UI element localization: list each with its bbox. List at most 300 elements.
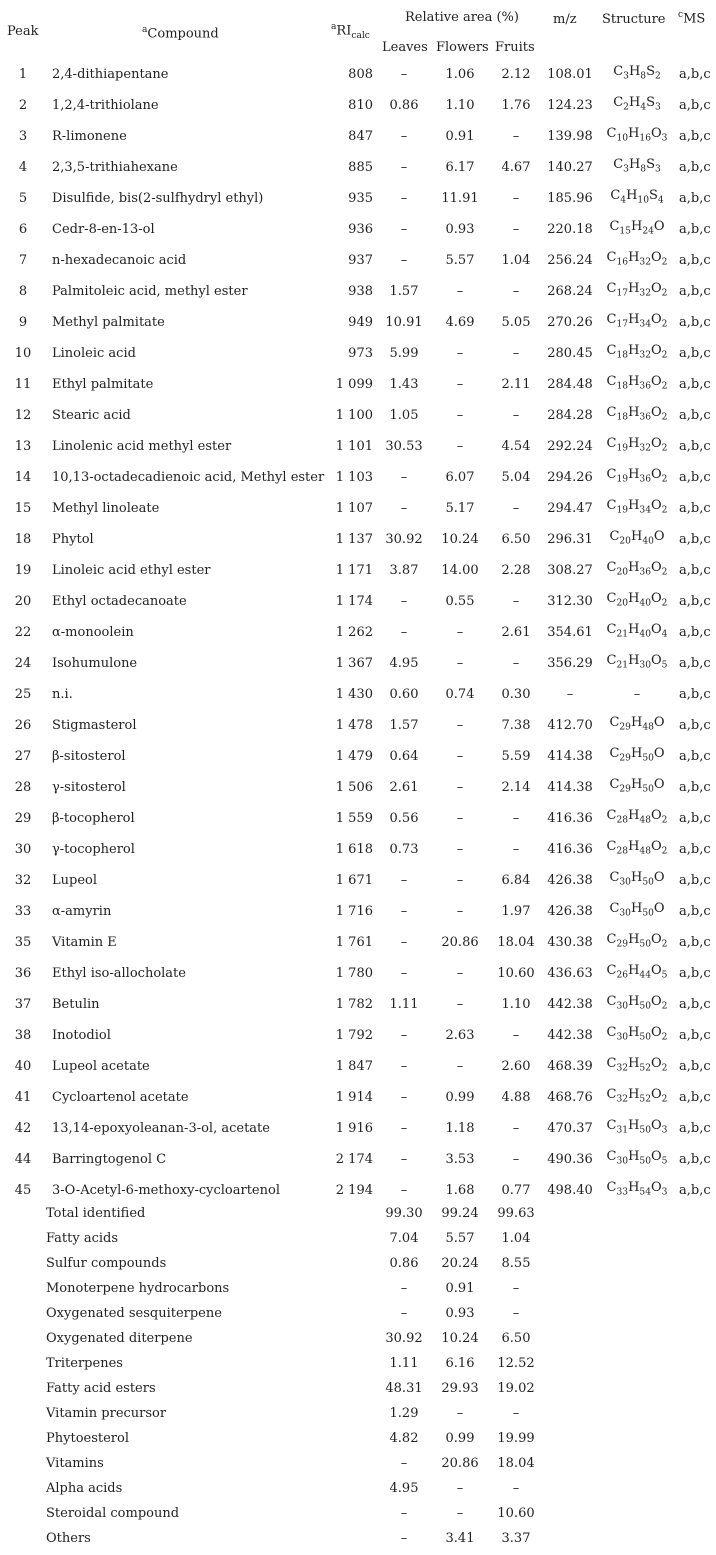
ri-cell: 949 <box>348 314 373 330</box>
ri-cell: 936 <box>348 221 373 237</box>
element-count: 54 <box>639 1187 651 1198</box>
element-count: 32 <box>616 1094 629 1105</box>
element-count: 3 <box>661 1125 668 1136</box>
peak-cell: 20 <box>14 593 32 609</box>
summary-row <box>0 1251 716 1276</box>
structure-cell <box>599 1082 675 1113</box>
element-count: 52 <box>639 1094 651 1105</box>
header-ms <box>678 10 705 26</box>
ri-cell: 1 101 <box>335 438 373 454</box>
table-row <box>0 369 716 400</box>
structure-cell <box>599 431 675 462</box>
structure-cell <box>599 152 675 183</box>
ms-cell: a,b,c <box>679 717 711 733</box>
structure-cell <box>599 927 675 958</box>
structure-cell <box>599 462 675 493</box>
mz-cell: 498.40 <box>547 1182 593 1198</box>
ri-cell: 1 430 <box>335 686 373 702</box>
element-symbol: H <box>628 1025 640 1041</box>
table-row <box>0 834 716 865</box>
ms-cell: a,b,c <box>679 190 711 206</box>
structure-cell <box>599 524 675 555</box>
element-count: 30 <box>619 877 631 888</box>
element-count: 48 <box>639 846 651 857</box>
ri-cell: 1 671 <box>335 872 373 888</box>
structure-cell <box>599 90 675 121</box>
summary-spacer <box>541 1476 716 1501</box>
structure-cell <box>599 772 675 803</box>
ri-cell: 1 847 <box>335 1058 373 1074</box>
compound-cell: 3-O-Acetyl-6-methoxy-cycloartenol <box>52 1182 280 1198</box>
element-symbol: H <box>628 126 640 142</box>
leaves-cell: 2.61 <box>389 779 419 795</box>
element-count: 48 <box>639 815 651 826</box>
element-symbol: C <box>606 436 617 452</box>
mz-cell: 124.23 <box>547 97 593 113</box>
element-symbol: O <box>650 1180 662 1196</box>
element-symbol: O <box>650 467 662 483</box>
element-symbol: O <box>650 498 662 514</box>
mz-cell: 139.98 <box>547 128 593 144</box>
summary-flowers: 3.41 <box>445 1531 475 1546</box>
mz-cell: 256.24 <box>547 252 593 268</box>
leaves-cell: 1.11 <box>389 996 419 1012</box>
element-symbol: H <box>630 715 643 731</box>
mz-cell: 312.30 <box>547 593 593 609</box>
element-symbol: S <box>648 188 658 204</box>
structure-cell <box>599 617 675 648</box>
ri-cell: 1 782 <box>335 996 373 1012</box>
leaves-cell: – <box>400 1120 408 1136</box>
peak-cell: 14 <box>14 469 32 485</box>
structure-cell <box>599 803 675 834</box>
ms-cell: a,b,c <box>679 1058 711 1074</box>
structure-cell <box>599 400 675 431</box>
table-row <box>0 59 716 90</box>
structure-cell <box>599 338 675 369</box>
element-symbol: H <box>630 777 643 793</box>
ms-cell: a,b,c <box>679 407 711 423</box>
element-symbol: H <box>630 870 643 886</box>
ms-cell: a,b,c <box>679 1027 711 1043</box>
summary-flowers: 5.57 <box>445 1231 475 1246</box>
summary-fruits: 12.52 <box>497 1356 535 1371</box>
compound-cell: 1,2,4-trithiolane <box>52 97 159 113</box>
element-symbol: O <box>650 126 662 142</box>
ms-cell: a,b,c <box>679 1089 711 1105</box>
ri-cell: 2 194 <box>335 1182 373 1198</box>
peak-cell: 44 <box>14 1151 32 1167</box>
element-symbol: C <box>609 715 620 731</box>
ms-cell: a,b,c <box>679 872 711 888</box>
element-count: 29 <box>619 722 631 733</box>
table-row <box>0 1020 716 1051</box>
fruits-cell: – <box>512 1120 520 1136</box>
element-symbol: H <box>628 1180 640 1196</box>
summary-fruits: 3.37 <box>501 1531 531 1546</box>
element-symbol: C <box>606 994 617 1010</box>
header-flowers: Flowers <box>436 40 489 55</box>
element-symbol: O <box>650 932 662 948</box>
summary-fruits: 19.02 <box>497 1381 535 1396</box>
mz-cell: 426.38 <box>547 903 593 919</box>
element-count: 52 <box>639 1063 651 1074</box>
element-symbol: H <box>628 405 640 421</box>
summary-flowers: 20.24 <box>441 1256 479 1271</box>
structure-cell <box>599 710 675 741</box>
table-row <box>0 524 716 555</box>
summary-flowers: – <box>456 1506 464 1521</box>
element-count: 2 <box>661 474 668 485</box>
element-count: 18 <box>616 412 629 423</box>
summary-fruits: – <box>512 1306 520 1321</box>
table-row <box>0 462 716 493</box>
element-count: 17 <box>616 288 629 299</box>
element-count: 2 <box>661 505 668 516</box>
table-row <box>0 586 716 617</box>
element-symbol: H <box>628 839 640 855</box>
summary-leaves: – <box>400 1281 408 1296</box>
element-count: 19 <box>616 474 629 485</box>
element-count: 30 <box>616 1156 629 1167</box>
ri-cell: 885 <box>348 159 373 175</box>
summary-spacer <box>541 1251 716 1276</box>
ms-cell: a,b,c <box>679 159 711 175</box>
summary-row <box>0 1401 716 1426</box>
element-count: 2 <box>661 350 668 361</box>
peak-cell: 8 <box>18 283 28 299</box>
peak-cell: 19 <box>14 562 32 578</box>
compound-cell: Cedr-8-en-13-ol <box>52 221 155 237</box>
element-count: 50 <box>642 784 654 795</box>
ms-cell: a,b,c <box>679 128 711 144</box>
table-row <box>0 400 716 431</box>
summary-fruits: 1.04 <box>501 1231 531 1246</box>
element-count: 2 <box>661 1094 668 1105</box>
element-symbol: H <box>630 219 643 235</box>
table-row <box>0 245 716 276</box>
summary-fruits: 18.04 <box>497 1456 535 1471</box>
element-symbol: C <box>606 126 617 142</box>
element-symbol: H <box>628 963 640 979</box>
structure-cell <box>599 648 675 679</box>
fruits-cell: 1.04 <box>501 252 531 268</box>
header-compound-sup: a <box>142 25 148 35</box>
compound-cell: 10,13-octadecadienoic acid, Methyl ester <box>52 469 325 485</box>
element-count: 44 <box>639 970 651 981</box>
summary-row <box>0 1376 716 1401</box>
element-symbol: S <box>646 64 655 80</box>
element-count: 10 <box>637 195 649 206</box>
ms-cell: a,b,c <box>679 779 711 795</box>
ri-cell: 1 103 <box>335 469 373 485</box>
ms-cell: a,b,c <box>679 314 711 330</box>
element-count: 8 <box>640 71 647 82</box>
ms-cell: a,b,c <box>679 903 711 919</box>
flowers-cell: – <box>456 1058 464 1074</box>
summary-spacer <box>541 1501 716 1526</box>
element-symbol: C <box>613 95 624 111</box>
element-symbol: O <box>650 436 662 452</box>
peak-cell: 11 <box>14 376 32 392</box>
element-count: 31 <box>616 1125 629 1136</box>
flowers-cell: 0.99 <box>445 1089 475 1105</box>
summary-spacer <box>541 1226 716 1251</box>
element-symbol: C <box>606 312 617 328</box>
mz-cell: 442.38 <box>547 1027 593 1043</box>
fruits-cell: 10.60 <box>497 965 535 981</box>
element-symbol: O <box>650 560 662 576</box>
element-count: 8 <box>640 164 647 175</box>
flowers-cell: – <box>456 345 464 361</box>
element-count: 40 <box>642 536 654 547</box>
fruits-cell: 4.54 <box>501 438 531 454</box>
compound-cell: n-hexadecanoic acid <box>52 252 187 268</box>
fruits-cell: – <box>512 810 520 826</box>
element-symbol: H <box>628 312 640 328</box>
peak-cell: 27 <box>14 748 32 764</box>
peak-cell: 22 <box>14 624 32 640</box>
ri-cell: 1 171 <box>335 562 373 578</box>
element-symbol: C <box>606 498 617 514</box>
compound-cell: Cycloartenol acetate <box>52 1089 189 1105</box>
flowers-cell: 0.55 <box>445 593 475 609</box>
mz-cell: 490.36 <box>547 1151 593 1167</box>
table-row <box>0 679 716 710</box>
peak-cell: 2 <box>18 97 28 113</box>
ri-cell: 1 099 <box>335 376 373 392</box>
element-symbol: H <box>626 188 638 204</box>
table-row <box>0 617 716 648</box>
summary-leaves: 7.04 <box>389 1231 419 1246</box>
leaves-cell: – <box>400 593 408 609</box>
mz-cell: 468.39 <box>547 1058 593 1074</box>
element-symbol: C <box>609 746 620 762</box>
ms-cell: a,b,c <box>679 1120 711 1136</box>
element-count: 2 <box>661 939 668 950</box>
leaves-cell: – <box>400 252 408 268</box>
ri-cell: 808 <box>348 66 373 82</box>
element-symbol: O <box>653 870 665 886</box>
ri-cell: 1 478 <box>335 717 373 733</box>
mz-cell: 140.27 <box>547 159 593 175</box>
summary-fruits: 10.60 <box>497 1506 535 1521</box>
element-symbol: O <box>650 405 662 421</box>
element-count: 34 <box>639 505 651 516</box>
summary-label: Sulfur compounds <box>46 1256 167 1271</box>
summary-row <box>0 1426 716 1451</box>
element-count: 50 <box>642 877 654 888</box>
ri-cell: 1 479 <box>335 748 373 764</box>
flowers-cell: – <box>456 407 464 423</box>
ri-cell: 1 559 <box>335 810 373 826</box>
element-count: 48 <box>642 722 654 733</box>
mz-cell: – <box>566 686 574 702</box>
mz-cell: 308.27 <box>547 562 593 578</box>
element-symbol: O <box>650 343 662 359</box>
compound-table <box>0 59 716 1206</box>
ms-cell: a,b,c <box>679 376 711 392</box>
flowers-cell: 6.17 <box>445 159 475 175</box>
summary-leaves: 1.11 <box>389 1356 419 1371</box>
ms-cell: a,b,c <box>679 934 711 950</box>
summary-row <box>0 1226 716 1251</box>
leaves-cell: 0.60 <box>389 686 419 702</box>
element-count: 2 <box>661 381 668 392</box>
fruits-cell: 4.67 <box>501 159 531 175</box>
leaves-cell: 10.91 <box>385 314 423 330</box>
summary-fruits: 8.55 <box>501 1256 531 1271</box>
structure-cell <box>599 1113 675 1144</box>
structure-cell <box>599 369 675 400</box>
structure-cell <box>599 679 675 710</box>
compound-cell: β-tocopherol <box>52 810 135 826</box>
header-ri-label: RI <box>336 23 352 39</box>
fruits-cell: 2.14 <box>501 779 531 795</box>
element-symbol: O <box>650 281 662 297</box>
summary-label: Alpha acids <box>46 1481 123 1496</box>
element-count: 34 <box>639 319 651 330</box>
element-symbol: O <box>650 622 662 638</box>
mz-cell: 268.24 <box>547 283 593 299</box>
element-symbol: H <box>628 591 640 607</box>
leaves-cell: – <box>400 965 408 981</box>
structure-cell <box>599 276 675 307</box>
fruits-cell: 2.28 <box>501 562 531 578</box>
flowers-cell: – <box>456 903 464 919</box>
structure-cell <box>599 59 675 90</box>
element-count: 20 <box>616 598 629 609</box>
ms-cell: a,b,c <box>679 1151 711 1167</box>
flowers-cell: – <box>456 965 464 981</box>
peak-cell: 15 <box>14 500 32 516</box>
ms-cell: a,b,c <box>679 500 711 516</box>
element-symbol: H <box>628 653 640 669</box>
peak-cell: 13 <box>14 438 32 454</box>
element-count: 36 <box>639 412 651 423</box>
element-symbol: C <box>606 808 617 824</box>
ri-cell: 1 914 <box>335 1089 373 1105</box>
leaves-cell: – <box>400 903 408 919</box>
mz-cell: 356.29 <box>547 655 593 671</box>
element-symbol: O <box>650 312 662 328</box>
ms-cell: a,b,c <box>679 252 711 268</box>
leaves-cell: 0.86 <box>389 97 419 113</box>
element-symbol: C <box>613 64 624 80</box>
element-count: 16 <box>639 133 651 144</box>
element-symbol: O <box>653 219 665 235</box>
element-symbol: H <box>628 343 640 359</box>
ri-cell: 1 262 <box>335 624 373 640</box>
leaves-cell: – <box>400 1027 408 1043</box>
peak-cell: 26 <box>14 717 32 733</box>
ms-cell: a,b,c <box>679 1182 711 1198</box>
ms-cell: a,b,c <box>679 810 711 826</box>
summary-row <box>0 1501 716 1526</box>
structure-cell <box>599 214 675 245</box>
leaves-cell: – <box>400 624 408 640</box>
peak-cell: 24 <box>14 655 32 671</box>
summary-flowers: 29.93 <box>441 1381 479 1396</box>
flowers-cell: 5.57 <box>445 252 475 268</box>
element-symbol: H <box>628 64 641 80</box>
flowers-cell: 14.00 <box>441 562 479 578</box>
element-count: 2 <box>661 1063 668 1074</box>
element-symbol: O <box>653 746 665 762</box>
header-ri <box>331 22 370 41</box>
element-count: 36 <box>639 567 651 578</box>
summary-flowers: 0.99 <box>445 1431 475 1446</box>
element-symbol: C <box>606 1149 617 1165</box>
element-count: 3 <box>661 1187 668 1198</box>
element-symbol: C <box>606 281 617 297</box>
ms-cell: a,b,c <box>679 469 711 485</box>
compound-cell: Ethyl palmitate <box>52 376 154 392</box>
compound-cell: R-limonene <box>52 128 127 144</box>
summary-label: Triterpenes <box>46 1356 123 1371</box>
element-symbol: H <box>628 250 640 266</box>
summary-spacer <box>541 1351 716 1376</box>
peak-cell: 32 <box>14 872 32 888</box>
table-row <box>0 927 716 958</box>
compound-cell: γ-tocopherol <box>52 841 135 857</box>
element-count: 17 <box>616 319 629 330</box>
summary-leaves: 48.31 <box>385 1381 423 1396</box>
element-count: 32 <box>639 257 651 268</box>
summary-label: Vitamins <box>46 1456 104 1471</box>
leaves-cell: 0.56 <box>389 810 419 826</box>
element-count: 50 <box>642 753 654 764</box>
element-count: 3 <box>623 164 629 175</box>
ri-cell: 1 100 <box>335 407 373 423</box>
compound-cell: Stearic acid <box>52 407 131 423</box>
summary-flowers: – <box>456 1406 464 1421</box>
flowers-cell: 4.69 <box>445 314 475 330</box>
element-symbol: O <box>650 963 662 979</box>
flowers-cell: – <box>456 841 464 857</box>
fruits-cell: 2.61 <box>501 624 531 640</box>
leaves-cell: 5.99 <box>389 345 419 361</box>
element-symbol: H <box>630 901 643 917</box>
compound-cell: Stigmasterol <box>52 717 137 733</box>
summary-flowers: – <box>456 1481 464 1496</box>
header-leaves: Leaves <box>382 40 428 55</box>
element-count: 50 <box>639 1001 651 1012</box>
element-symbol: H <box>628 994 640 1010</box>
fruits-cell: – <box>512 655 520 671</box>
element-symbol: H <box>628 281 640 297</box>
mz-cell: 416.36 <box>547 810 593 826</box>
summary-spacer <box>541 1401 716 1426</box>
flowers-cell: – <box>456 624 464 640</box>
summary-row <box>0 1201 716 1226</box>
element-count: 40 <box>639 629 651 640</box>
mz-cell: 292.24 <box>547 438 593 454</box>
element-symbol: C <box>609 529 620 545</box>
summary-flowers: 99.24 <box>441 1206 479 1221</box>
element-count: 40 <box>639 598 651 609</box>
table-row <box>0 1051 716 1082</box>
element-count: 29 <box>619 753 631 764</box>
element-count: 30 <box>619 908 631 919</box>
element-count: 29 <box>619 784 631 795</box>
ms-cell: a,b,c <box>679 624 711 640</box>
flowers-cell: – <box>456 872 464 888</box>
fruits-cell: – <box>512 221 520 237</box>
flowers-cell: 1.10 <box>445 97 475 113</box>
summary-table <box>0 1201 716 1551</box>
ri-cell: 1 107 <box>335 500 373 516</box>
